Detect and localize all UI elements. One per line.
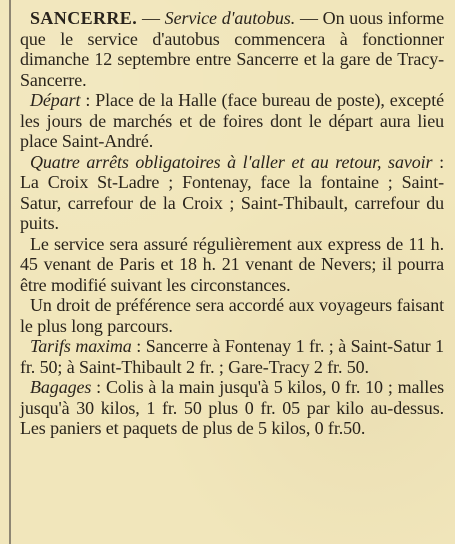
priority-text: Un droit de préférence sera accordé aux voyageurs faisant le plus long parcours. [20,295,444,336]
departure-text: : Place de la Halle (face bureau de poste), excepté les jours de marchés et de foires dont le départ aura lieu place Saint-André. [20,90,444,151]
paragraph-priority [20,295,444,336]
service-heading: Service d'autobus. [164,8,296,28]
schedule-text: Le service sera assuré régulièrement aux express de 11 h. 45 venant de Paris et 18 h. 21 venant de Nevers; il pourra être modifié suivant les circonstances. [20,233,444,295]
departure-label: Départ [30,90,81,110]
paragraph-stops [20,152,444,234]
paragraph-departure [20,90,444,152]
announcement-text: — On uous informe que le service d'autobus commencera à fonctionner dimanche 12 septembre entre Sancerre et la gare de Tracy-Sancerre. [20,8,444,90]
paragraph-schedule [20,234,444,296]
paragraph-fares [20,336,444,377]
article-text [20,8,444,536]
baggage-text: : Colis à la main jusqu'à 5 kilos, 0 fr. 10 ; malles jusqu'à 30 kilos, 1 fr. 50 plus 0 fr. 05 par kilo au-dessus. Les paniers et paquets de plus de 5 kilos, 0 fr.50. [20,377,444,438]
paragraph-baggage [20,377,444,439]
column-rule [9,0,11,544]
place-heading: SANCERRE. [30,8,138,28]
baggage-label: Bagages [30,377,92,397]
stops-text: : La Croix St-Ladre ; Fontenay, face la fontaine ; Saint-Satur, carrefour de la Croix ; Saint-Thibault, carrefour du puits. [20,151,444,233]
paragraph-announcement [20,8,444,90]
fares-text: : Sancerre à Fontenay 1 fr. ; à Saint-Satur 1 fr. 50; à Saint-Thibault 2 fr. ; Gare-Tracy 2 fr. 50. [20,336,444,377]
heading-dash: — [137,8,165,28]
fares-label: Tarifs maxima [30,336,132,356]
stops-label: Quatre arrêts obligatoires à l'aller et au retour, savoir [30,151,433,172]
